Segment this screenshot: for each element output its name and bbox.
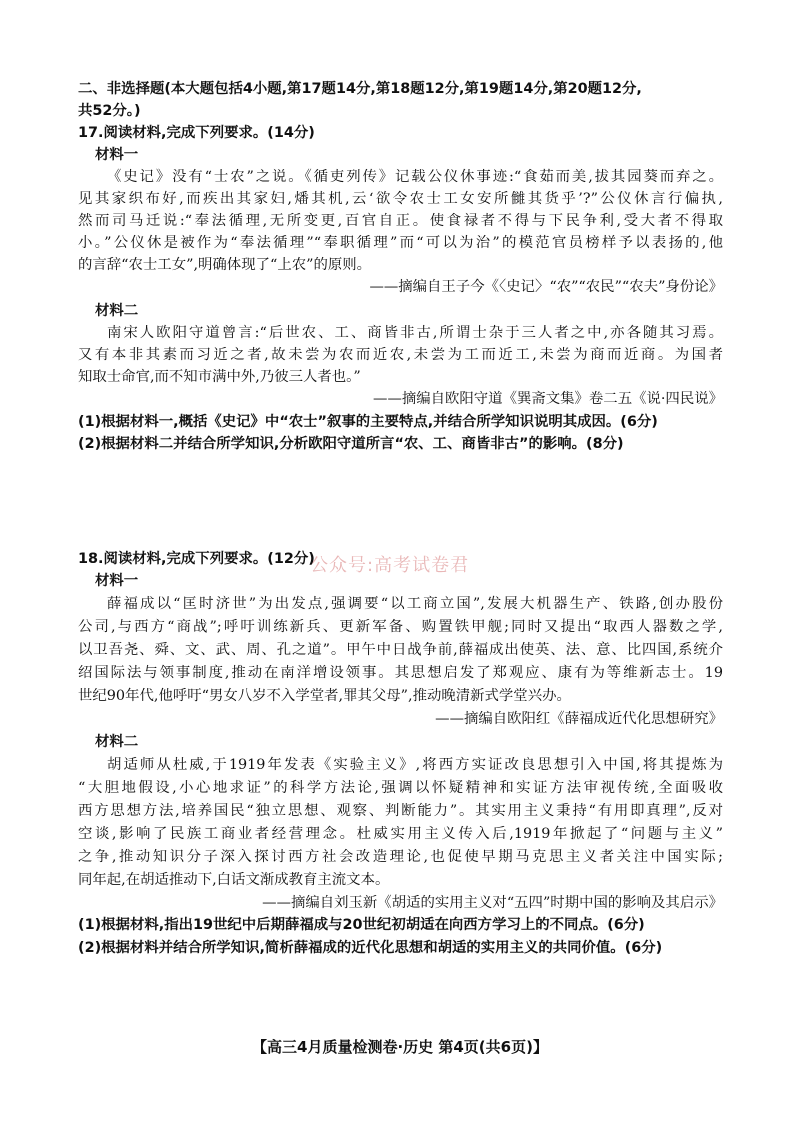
q17-m1-line: 小。”公仪休是被作为“奉法循理”“奉职循理”而“可以为治”的模范官员榜样予以表扬的,他 [78,235,723,251]
q18-m2-line: 同年起,在胡适推动下,白话文渐成教育主流文本。 [78,872,390,888]
q18-material1-label: 材料一 [95,573,139,589]
q18-m1-source: ——摘编自欧阳红《薛福成近代化思想研究》 [435,711,723,727]
q18-question1: (1)根据材料,指出19世纪中后期薛福成与20世纪初胡适在向西方学习上的不同点。(6分) [78,917,645,933]
q18-m2-line: 之争,推动知识分子深入探讨西方社会改造理论,也促使早期马克思主义者关注中国实际; [78,849,723,865]
q17-m1-line: 然而司马迁说:“奉法循理,无所变更,百官自正。使食禄者不得与下民争利,受大者不得取 [78,213,723,229]
q17-material1-label: 材料一 [95,147,139,163]
q18-title: 18.阅读材料,完成下列要求。(12分) [78,551,315,567]
q18-m1-line: 以卫吾尧、舜、文、武、周、孔之道”。甲午中日战争前,薛福成出使英、法、意、比四国,系统介 [78,642,723,658]
q17-m1-line: 的言辞“农士工女”,明确体现了“上农”的原则。 [78,257,372,273]
section-header-line1: 二、非选择题(本大题包括4小题,第17题14分,第18题12分,第19题14分,第20题12分, [78,81,642,97]
q17-m2-line: 南宋人欧阳守道曾言:“后世农、工、商皆非古,所谓士杂于三人者之中,亦各随其习焉。 [107,325,723,341]
q17-material2-label: 材料二 [95,303,139,319]
q17-m1-line: 《史记》没有“士农”之说。《循吏列传》记载公仪休事迹:“食茹而美,拔其园葵而弃之。 [107,169,723,185]
q18-m1-line: 薛福成以“匡时济世”为出发点,强调要“以工商立国”,发展大机器生产、铁路,创办股份 [107,596,723,612]
q17-question2: (2)根据材料二并结合所学知识,分析欧阳守道所言“农、工、商皆非古”的影响。(8分) [78,436,624,452]
q18-m1-line: 世纪90年代,他呼吁“男女八岁不入学堂者,罪其父母”,推动晚清新式学堂兴办。 [78,688,571,704]
q17-m2-line: 又有本非其素而习近之者,故未尝为农而近农,未尝为工而近工,未尝为商而近商。为国者 [78,347,723,363]
q18-m2-line: 胡适师从杜威,于1919年发表《实验主义》,将西方实证改良思想引入中国,将其提炼为 [107,757,723,773]
q17-m2-source: ——摘编自欧阳守道《巽斋文集》卷二五《说·四民说》 [373,391,723,407]
q18-m1-line: 绍国际法与领事制度,推动在南洋增设领事。其思想启发了郑观应、康有为等维新志士。19 [78,665,723,681]
q17-m1-source: ——摘编自王子今《〈史记〉“农”“农民”“农夫”身份论》 [369,279,723,295]
q17-title: 17.阅读材料,完成下列要求。(14分) [78,125,315,141]
q18-m2-line: “大胆地假设,小心地求证”的科学方法论,强调以怀疑精神和实证方法审视传统,全面吸收 [78,780,723,796]
q17-m1-line: 见其家织布好,而疾出其家妇,燔其机,云‘欲令农士工女安所雠其货乎’?”公仪休言行偏执, [78,191,723,207]
q17-m2-line: 知取士命官,而不知市满中外,乃彼三人者也。” [78,369,361,385]
q18-material2-label: 材料二 [95,734,139,750]
q18-question2: (2)根据材料并结合所学知识,简析薛福成的近代化思想和胡适的实用主义的共同价值。(6分) [78,940,663,956]
section-header-line2: 共52分。) [78,103,141,119]
page-footer: 【高三4月质量检测卷·历史 第4页(共6页)】 [252,1038,548,1056]
watermark: 公众号:高考试卷君 [310,555,470,576]
q18-m2-source: ——摘编自刘玉新《胡适的实用主义对“五四”时期中国的影响及其启示》 [262,895,723,911]
q18-m2-line: 西方思想方法,培养国民“独立思想、观察、判断能力”。其实用主义秉持“有用即真理”,反对 [78,803,723,819]
q17-question1: (1)根据材料一,概括《史记》中“农士”叙事的主要特点,并结合所学知识说明其成因。(6分) [78,414,658,430]
q18-m1-line: 公司,与西方“商战”;呼吁训练新兵、更新军备、购置铁甲舰;同时又提出“取西人器数之学, [78,619,723,635]
q18-m2-line: 空谈,影响了民族工商业者经营理念。杜威实用主义传入后,1919年掀起了“问题与主义” [78,826,723,842]
